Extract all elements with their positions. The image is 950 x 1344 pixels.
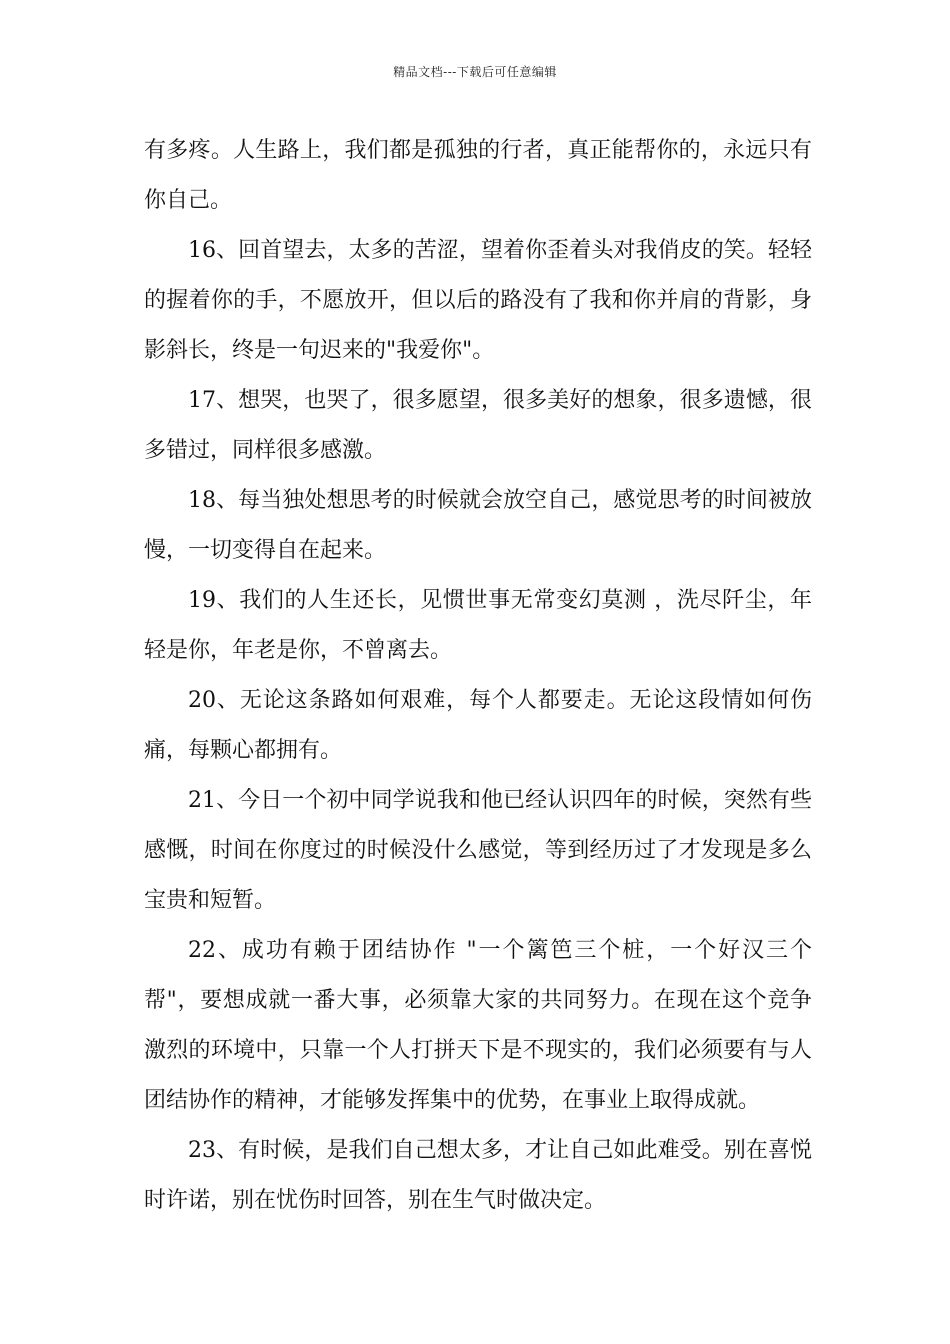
document-body [144,126,812,1226]
paragraph: 18、每当独处想思考的时候就会放空自己，感觉思考的时间被放慢，一切变得自在起来。 [144,488,812,563]
paragraph: 20、无论这条路如何艰难，每个人都要走。无论这段情如何伤痛，每颗心都拥有。 [144,688,812,763]
paragraph: 23、有时候，是我们自己想太多，才让自己如此难受。别在喜悦时许诺，别在忧伤时回答，别在生气时做决定。 [144,1138,812,1213]
paragraph: 有多疼。人生路上，我们都是孤独的行者，真正能帮你的，永远只有你自己。 [144,138,812,213]
paragraph: 16、回首望去，太多的苦涩，望着你歪着头对我俏皮的笑。轻轻的握着你的手，不愿放开，但以后的路没有了我和你并肩的背影，身影斜长，终是一句迟来的"我爱你"。 [144,238,812,363]
paragraph: 19、我们的人生还长，见惯世事无常变幻莫测 ，洗尽阡尘，年轻是你，年老是你，不曾离去。 [144,588,812,663]
page-header: 精品文档---下载后可任意编辑 [393,65,557,79]
paragraph: 21、今日一个初中同学说我和他已经认识四年的时候，突然有些感慨，时间在你度过的时候没什么感觉，等到经历过了才发现是多么宝贵和短暂。 [144,788,812,913]
paragraph: 22、成功有赖于团结协作 "一个篱笆三个桩，一个好汉三个帮"，要想成就一番大事，必须靠大家的共同努力。在现在这个竞争激烈的环境中，只靠一个人打拼天下是不现实的，我们必须要有与人团结协作的精神，才能够发挥集中的优势，在事业上取得成就。 [144,938,812,1113]
paragraph: 17、想哭，也哭了，很多愿望，很多美好的想象，很多遗憾，很多错过，同样很多感激。 [144,388,812,463]
